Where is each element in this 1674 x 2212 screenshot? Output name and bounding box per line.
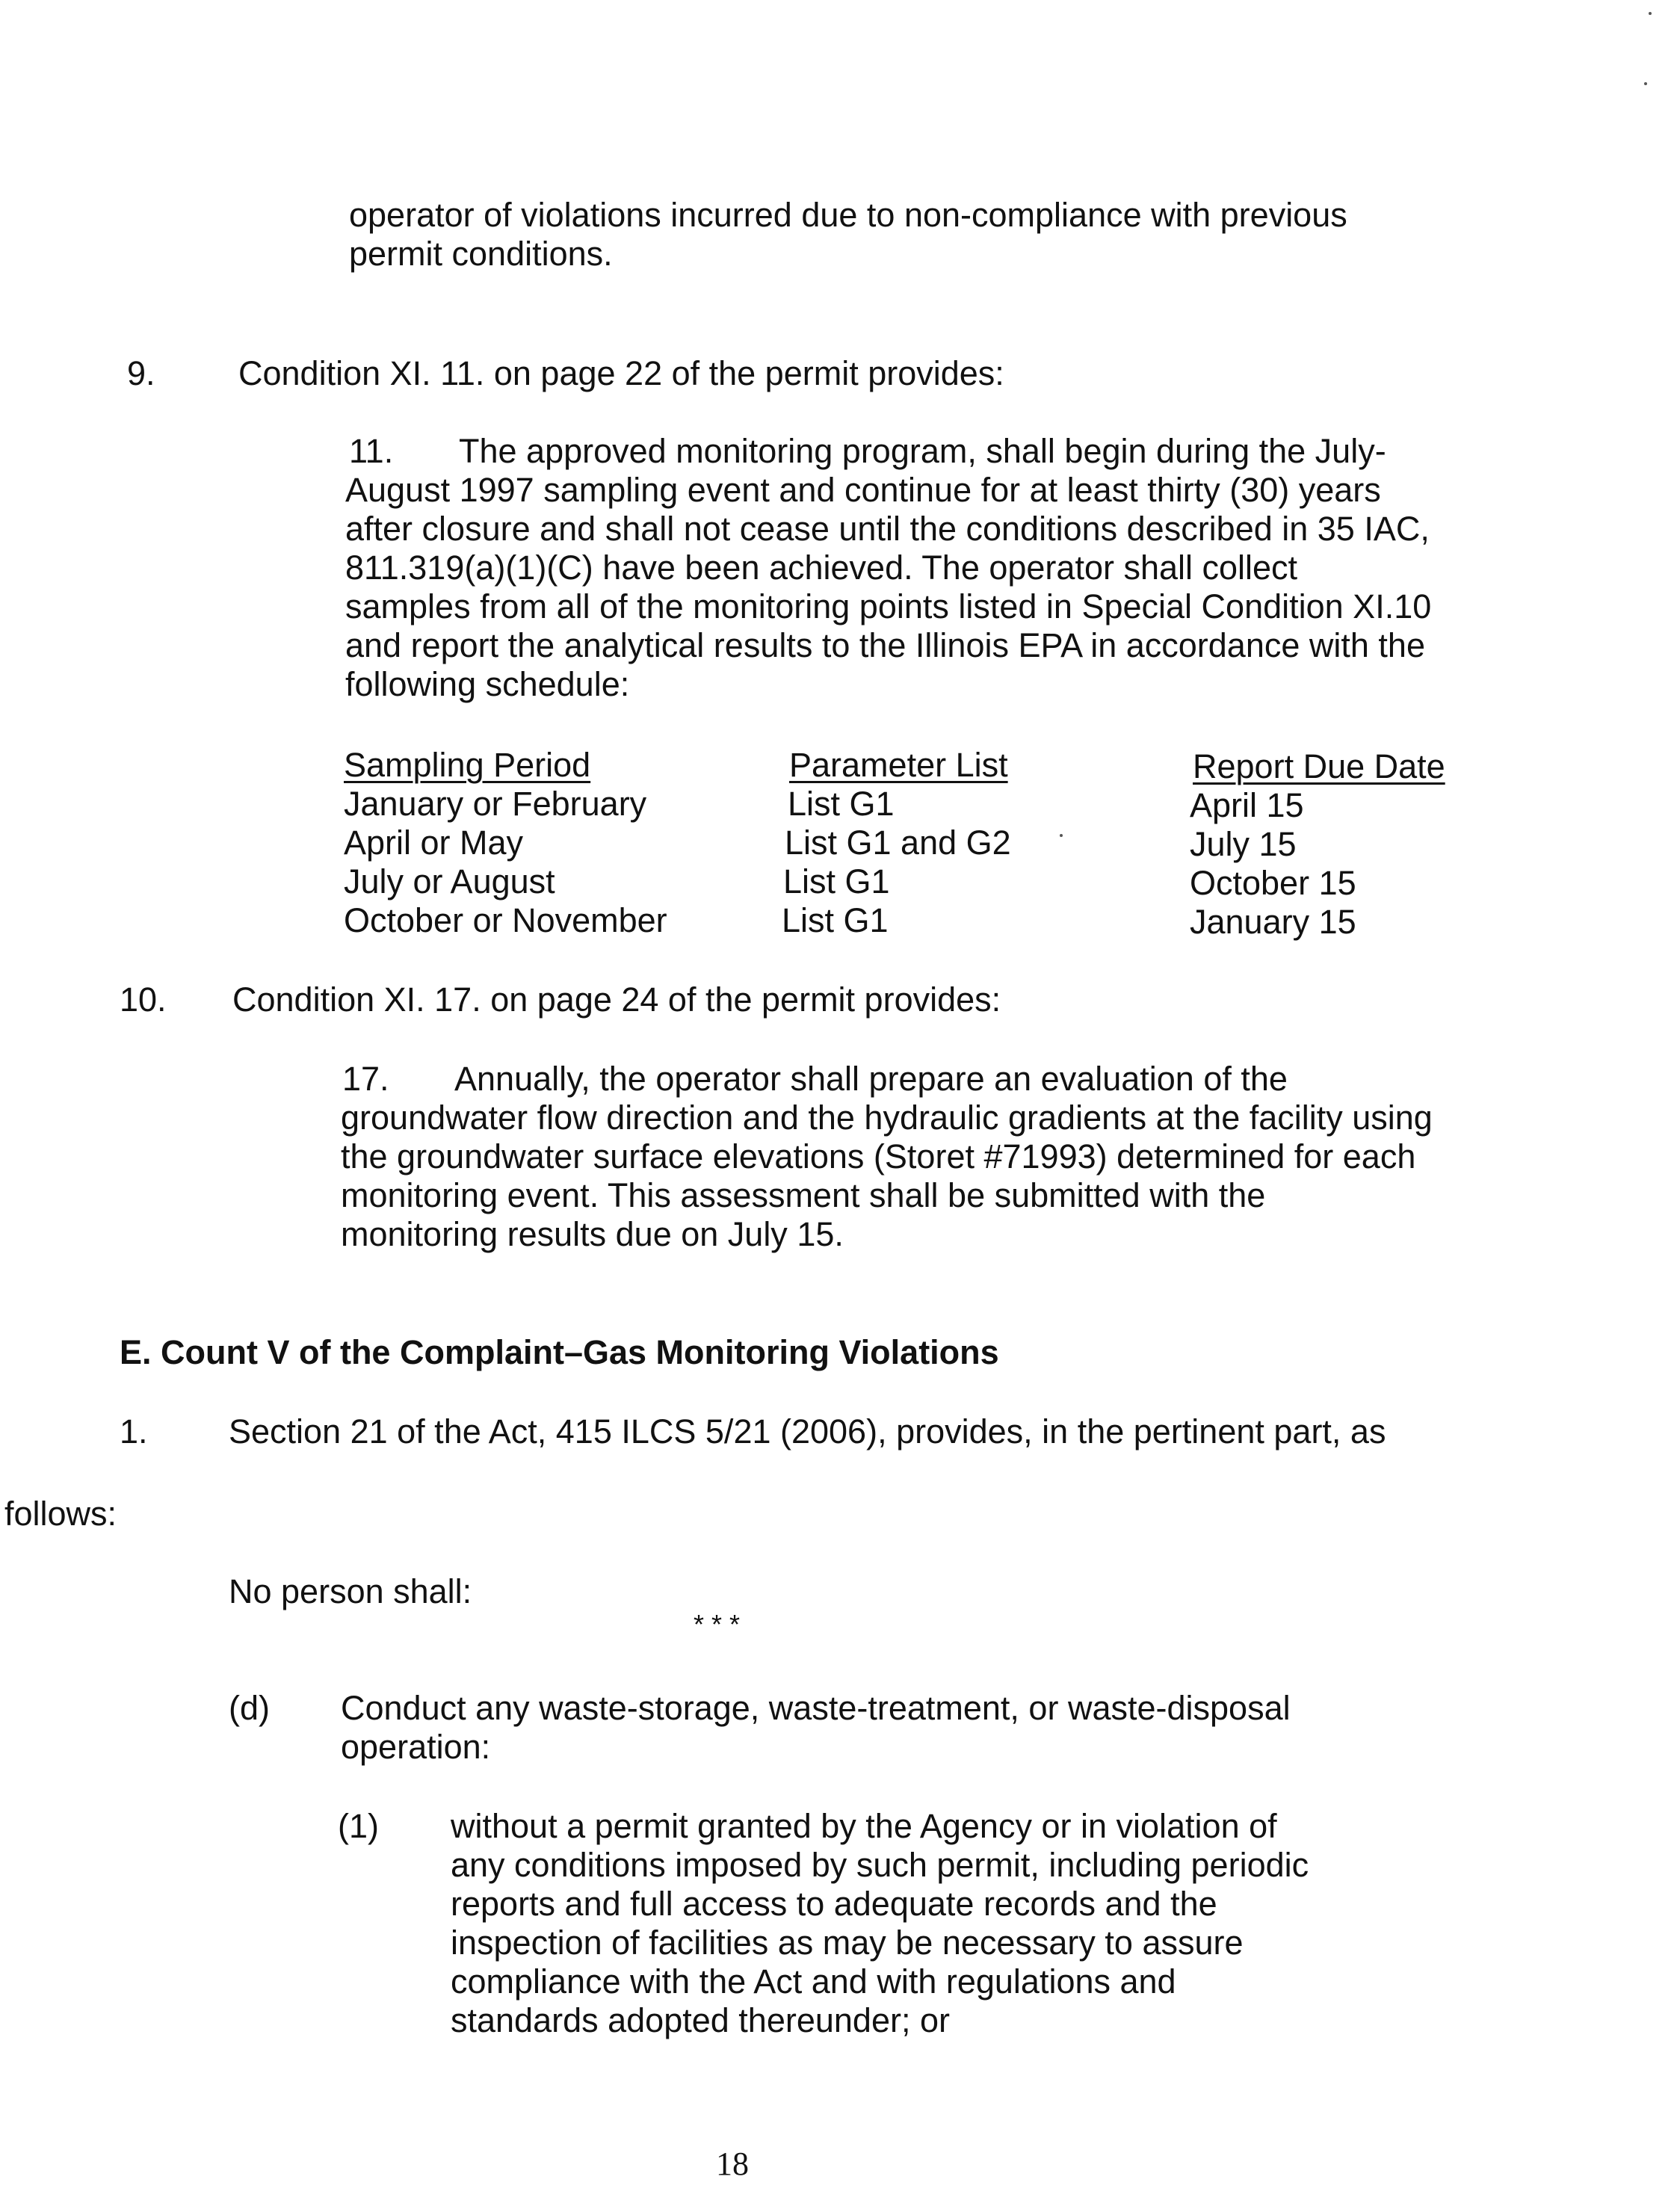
scan-speck xyxy=(1644,82,1647,85)
schedule-header: Report Due Date xyxy=(1193,747,1445,785)
clause-d1-text xyxy=(451,1807,1309,2040)
scan-speck xyxy=(1649,12,1652,15)
condition-17-number: 17. xyxy=(342,1060,389,1098)
schedule-header: Sampling Period xyxy=(344,746,591,784)
item-10-heading: Condition XI. 17. on page 24 of the permit provides: xyxy=(232,980,1001,1019)
schedule-column-report-due-date xyxy=(1190,747,1445,942)
condition-11-line: The approved monitoring program, shall begin during the July- xyxy=(459,432,1386,470)
clause-d1-line: any conditions imposed by such permit, including periodic xyxy=(451,1846,1309,1884)
schedule-cell: List G1 xyxy=(782,901,889,939)
schedule-cell: October 15 xyxy=(1190,864,1356,902)
schedule-cell: List G1 xyxy=(783,862,890,900)
clause-d-line: Conduct any waste-storage, waste-treatment, or waste-disposal xyxy=(341,1689,1291,1727)
condition-11-line: following schedule: xyxy=(345,665,630,703)
schedule-cell: January 15 xyxy=(1190,903,1356,941)
schedule-cell: April 15 xyxy=(1190,786,1304,824)
clause-d1-line: reports and full access to adequate records and the xyxy=(451,1885,1217,1923)
section-e-item-1-text: Section 21 of the Act, 415 ILCS 5/21 (2006), provides, in the pertinent part, as xyxy=(229,1412,1386,1451)
condition-11-text xyxy=(345,432,1431,704)
condition-11-line: 811.319(a)(1)(C) have been achieved. The operator shall collect xyxy=(345,549,1298,587)
condition-11-line: after closure and shall not cease until the conditions described in 35 IAC, xyxy=(345,510,1430,548)
continuation-line: permit conditions. xyxy=(349,235,613,273)
section-e-item-1-number: 1. xyxy=(120,1412,148,1451)
clause-d-text xyxy=(341,1689,1291,1767)
item-9-number: 9. xyxy=(127,354,155,392)
item-9-heading: Condition XI. 11. on page 22 of the permit provides: xyxy=(238,354,1004,392)
condition-11-line: and report the analytical results to the Illinois EPA in accordance with the xyxy=(345,626,1425,664)
asterisks-separator: * * * xyxy=(694,1609,741,1640)
section-e-item-1-continuation: follows: xyxy=(4,1495,117,1533)
condition-11-line: August 1997 sampling event and continue for at least thirty (30) years xyxy=(345,471,1381,509)
page-number: 18 xyxy=(716,2145,749,2182)
schedule-cell: January or February xyxy=(344,785,647,823)
no-person-shall: No person shall: xyxy=(229,1572,472,1610)
clause-d1-line: standards adopted thereunder; or xyxy=(451,2001,950,2039)
condition-17-line: the groundwater surface elevations (Storet #71993) determined for each xyxy=(341,1137,1416,1175)
condition-17-line: monitoring results due on July 15. xyxy=(341,1215,844,1253)
condition-11-number: 11. xyxy=(349,432,394,470)
condition-17-text xyxy=(341,1060,1433,1254)
clause-d1-line: without a permit granted by the Agency or in violation of xyxy=(451,1807,1277,1845)
schedule-cell: October or November xyxy=(344,901,667,939)
schedule-column-parameter-list xyxy=(782,746,1011,940)
schedule-cell: List G1 and G2 xyxy=(785,824,1011,862)
schedule-header: Parameter List xyxy=(789,746,1008,784)
schedule-cell: July 15 xyxy=(1190,825,1297,863)
continuation-paragraph xyxy=(349,196,1347,274)
item-10-number: 10. xyxy=(120,980,167,1019)
schedule-cell: July or August xyxy=(344,862,555,900)
clause-d1-line: compliance with the Act and with regulations and xyxy=(451,1962,1176,2001)
clause-d-label: (d) xyxy=(229,1689,270,1727)
condition-17-line: monitoring event. This assessment shall be submitted with the xyxy=(341,1176,1266,1214)
condition-11-line: samples from all of the monitoring points listed in Special Condition XI.10 xyxy=(345,587,1432,625)
condition-17-line: groundwater flow direction and the hydraulic gradients at the facility using xyxy=(341,1099,1433,1137)
continuation-line: operator of violations incurred due to non-compliance with previous xyxy=(349,196,1347,234)
clause-d1-line: inspection of facilities as may be necessary to assure xyxy=(451,1924,1244,1962)
schedule-cell: April or May xyxy=(344,824,524,862)
clause-d1-label: (1) xyxy=(338,1807,379,1845)
clause-d-line: operation: xyxy=(341,1728,491,1766)
section-e-heading: E. Count V of the Complaint–Gas Monitoring Violations xyxy=(120,1333,999,1371)
schedule-cell: List G1 xyxy=(788,785,895,823)
condition-17-line: Annually, the operator shall prepare an evaluation of the xyxy=(454,1060,1288,1098)
schedule-column-sampling-period xyxy=(344,746,667,940)
scan-speck xyxy=(1060,834,1063,837)
